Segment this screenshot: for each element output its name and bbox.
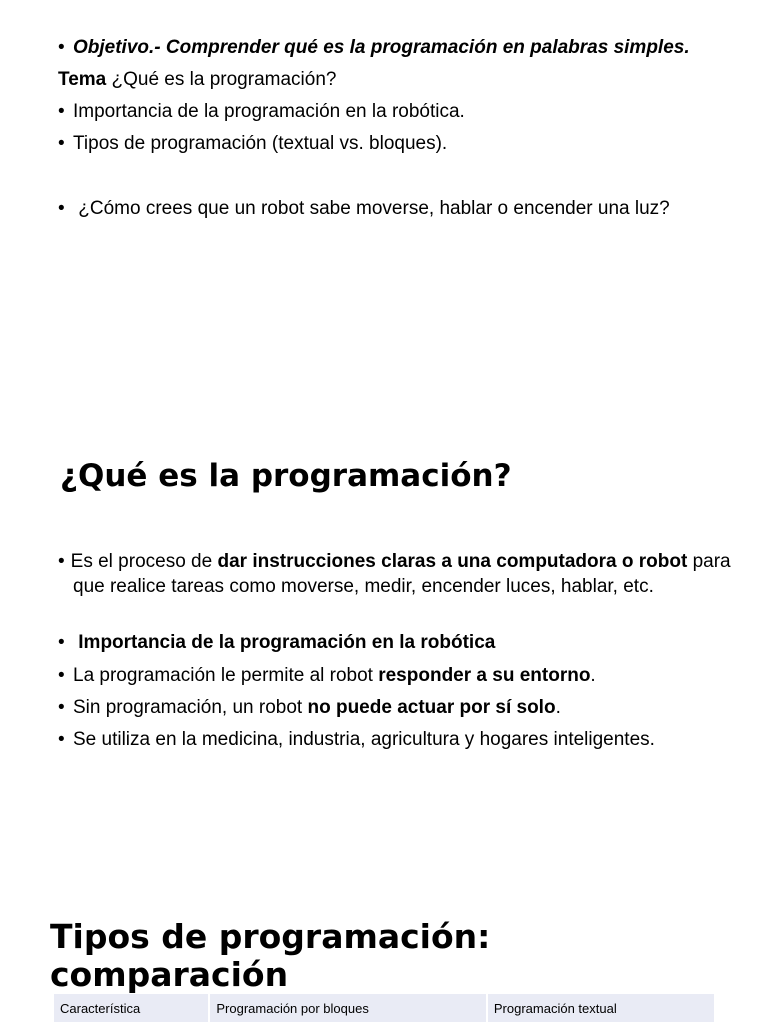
comparison-table <box>54 994 716 1022</box>
question-text: ¿Cómo crees que un robot sabe moverse, hablar o encender una luz? <box>73 198 670 219</box>
table-header-row <box>54 994 715 1022</box>
section1-item-4 <box>58 696 561 720</box>
item-bold-text: dar instrucciones claras a una computadora o robot <box>217 551 688 572</box>
intro-bullet-text: Importancia de la programación en la robótica. <box>73 101 465 122</box>
table-header-cell: Programación textual <box>487 994 715 1022</box>
intro-bullet-text: Tipos de programación (textual vs. bloques). <box>73 133 448 154</box>
tema-text: ¿Qué es la programación? <box>106 69 337 90</box>
item-text: Sin programación, un robot <box>73 697 308 718</box>
section1-item-5 <box>58 728 655 752</box>
bullet: • <box>58 37 65 58</box>
table-header-cell: Característica <box>54 994 209 1022</box>
bullet: • <box>58 551 65 572</box>
item-text: Es el proceso de <box>70 551 218 572</box>
item-text: para que realice tareas como moverse, medir, encender luces, hablar, etc. <box>73 551 731 597</box>
bullet: • <box>58 198 65 219</box>
tema-label: Tema <box>58 69 107 90</box>
objective-line <box>58 36 690 60</box>
item-text: La programación le permite al robot <box>73 665 379 686</box>
tema-line <box>58 68 336 92</box>
item-text: Se utiliza en la medicina, industria, agricultura y hogares inteligentes. <box>73 729 655 750</box>
table-header-cell: Programación por bloques <box>209 994 487 1022</box>
item-bold-text: no puede actuar por sí solo <box>307 697 556 718</box>
item-text: . <box>590 665 596 686</box>
bullet: • <box>58 632 65 653</box>
bullet: • <box>58 697 65 718</box>
section1-item-3 <box>58 664 596 688</box>
objective-text: Objetivo.- Comprender qué es la programación en palabras simples. <box>73 37 690 58</box>
item-bold-text: responder a su entorno <box>378 665 591 686</box>
item-bold-text: Importancia de la programación en la robótica <box>73 632 496 653</box>
section1-item-1 <box>58 550 733 599</box>
bullet: • <box>58 133 65 154</box>
bullet: • <box>58 101 65 122</box>
intro-question <box>58 197 670 221</box>
section-title: ¿Qué es la programación? <box>60 458 512 494</box>
section1-item-2 <box>58 631 495 655</box>
section-title: Tipos de programación: comparación <box>50 917 491 994</box>
bullet: • <box>58 665 65 686</box>
intro-bullet-1 <box>58 100 465 124</box>
intro-bullet-2 <box>58 132 447 156</box>
item-text: . <box>555 697 561 718</box>
bullet: • <box>58 729 65 750</box>
